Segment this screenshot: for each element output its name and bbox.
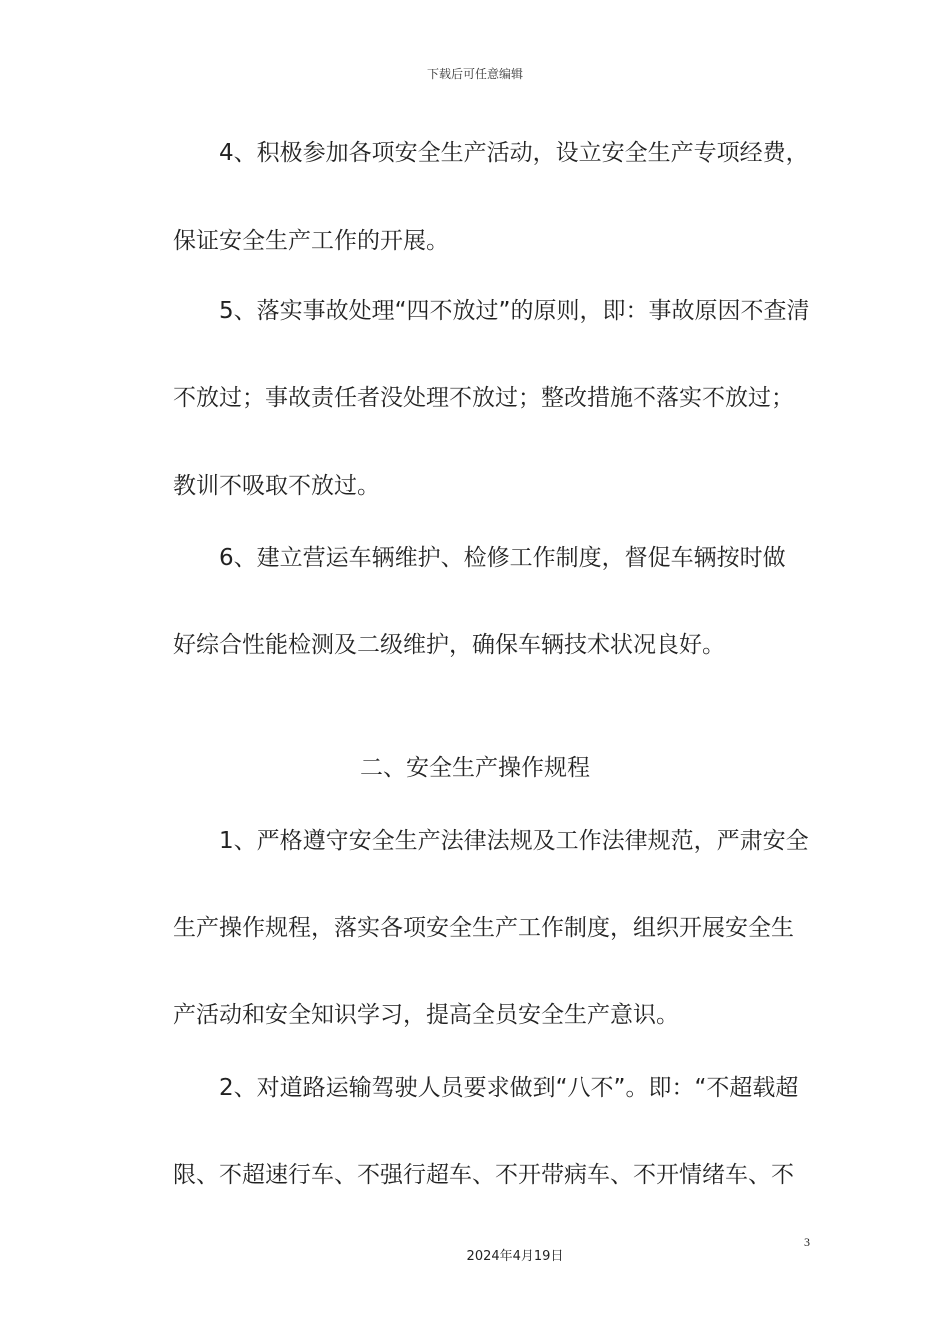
- paragraph-line: 不放过；事故责任者没处理不放过；整改措施不落实不放过；: [173, 385, 794, 411]
- page-number: 3: [804, 1235, 810, 1249]
- paragraph-line: 2、对道路运输驾驶人员要求做到“八不”。即：“不超载超: [219, 1075, 799, 1101]
- paragraph-line: 4、积极参加各项安全生产活动，设立安全生产专项经费，: [219, 140, 809, 166]
- paragraph-line: 1、严格遵守安全生产法律法规及工作法律规范，严肃安全: [219, 828, 809, 854]
- paragraph-line: 限、不超速行车、不强行超车、不开带病车、不开情绪车、不: [173, 1162, 794, 1188]
- paragraph-line: 5、落实事故处理“四不放过”的原则，即：事故原因不查清: [219, 298, 810, 324]
- paragraph-line: 6、建立营运车辆维护、检修工作制度，督促车辆按时做: [219, 545, 786, 571]
- paragraph-line: 教训不吸取不放过。: [173, 473, 380, 499]
- paragraph-line: 生产操作规程，落实各项安全生产工作制度，组织开展安全生: [173, 915, 794, 941]
- paragraph-line: 保证安全生产工作的开展。: [173, 228, 449, 254]
- paragraph-line: 产活动和安全知识学习，提高全员安全生产意识。: [173, 1002, 679, 1028]
- page-header: 下载后可任意编辑: [426, 67, 523, 81]
- paragraph-line: 好综合性能检测及二级维护，确保车辆技术状况良好。: [173, 632, 725, 658]
- footer-date: 2024年4月19日: [466, 1249, 564, 1264]
- section-heading: 二、安全生产操作规程: [360, 755, 590, 781]
